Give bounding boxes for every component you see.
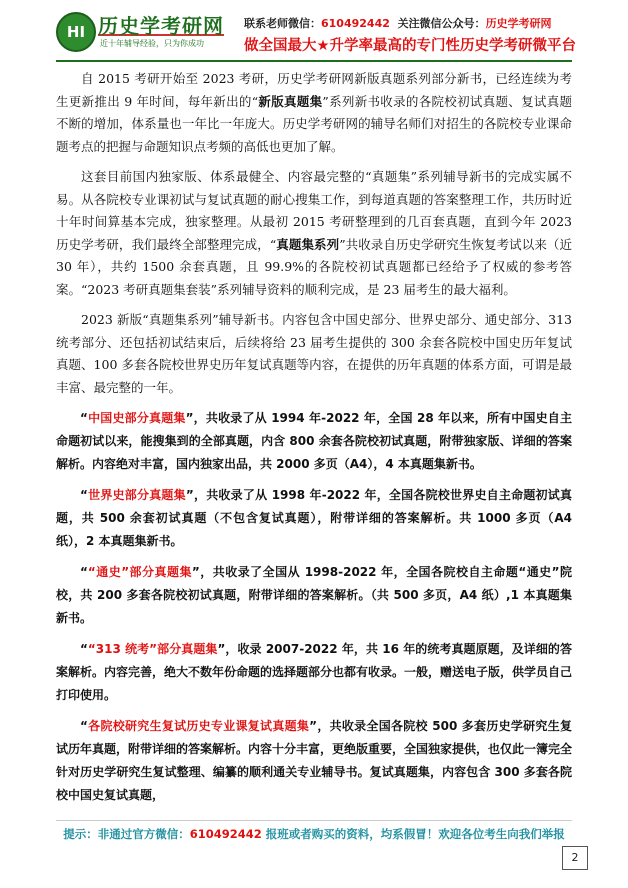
follow-label: 关注微信公众号： xyxy=(397,17,486,30)
p4-quote: “ xyxy=(80,411,88,425)
paragraph-history xyxy=(56,166,572,301)
p6-quote: “ xyxy=(80,565,88,579)
p4-text: ”，共收录了从 1994 年-2022 年，全国 28 年以来，所有中国史自主命题初试以来，能搜集到的全部真题，内含 800 余套各院校初试真题，附带独家版、详细的答案解析。内容绝对丰富，国内独家出品，共 2000 多页（A4），4 本真题集新书。 xyxy=(56,411,572,471)
footer-note-b: 报班或者购买的资料，均系假冒！欢迎各位考生向我们举报 xyxy=(261,827,565,841)
document-body xyxy=(56,68,572,815)
p2-text-c: ”共收录自历史学研究生恢复考试以来（近 30 年），共约 1500 余套真题，且 99.9%的各院校初试真题都已经给予了权威的参考答案。“2023 考研真题集套装”系列辅导资料的顺利完成，是 23 届考生的最大福利。 xyxy=(56,236,572,297)
p2-text-a: 这套目前国内独家版、体系最健全、内容最完整的“真题集”系列辅导新书的完成实属不易。从各院校专业课初试与复试真题的耐心搜集工作，到每道真题的答案整理工作，共历时近十年时间算基本完成，独家整理。从最初 2015 考研整理到的几百套真题，直到今年 2023 历史学考研，我们最终全部整理完成，“ xyxy=(56,169,572,252)
p1-text-a: 自 2015 考研开始至 2023 考研，历史学考研网新版真题系列部分新书，已经连续为考生更新推出 9 年时间，每年新出的“ xyxy=(56,71,572,109)
header-slogan: 做全国最大★升学率最高的专门性历史学考研微平台 xyxy=(244,38,576,54)
contact-wechat: 610492442 xyxy=(321,17,390,30)
page-header xyxy=(0,0,628,62)
footer-note-a: 提示：非通过官方微信： xyxy=(63,827,190,841)
page-number: 2 xyxy=(562,846,588,870)
paragraph-general-history xyxy=(56,561,572,630)
footer-warning xyxy=(56,826,572,842)
p8-text: ”，共收录全国各院校 500 多套历史学研究生复试历年真题，附带详细的答案解析。内容十分丰富，更绝版重要，全国独家提供，也仅此一簿完全针对历史学研究生复试整理、编纂的顺利通关专业辅导书。复试真题集，内容包含 300 多套各院校中国史复试真题， xyxy=(56,719,573,802)
p7-quote: “ xyxy=(80,642,88,656)
logo-glyph: HI xyxy=(66,22,86,41)
p6-text: ”，共收录了全国从 1998-2022 年，全国各院校自主命题“通史”院校，共 200 多套各院校初试真题，附带详细的答案解析。（共 500 多页，A4 纸）,1 本真题集新书。 xyxy=(56,565,572,625)
p6-title: “通史”部分真题集 xyxy=(87,565,192,579)
p1-highlight: 新版真题集 xyxy=(258,93,323,109)
follow-account: 历史学考研网 xyxy=(485,17,552,30)
paragraph-313-exam xyxy=(56,638,572,707)
p5-text: ”，共收录了从 1998 年-2022 年，全国各院校世界史自主命题初试真题，共 500 余套初试真题（不包含复试真题），附带详细的答案解析。共 1000 多页（A4 纸），2 本真题集新书。 xyxy=(56,488,572,548)
footer-wechat: 610492442 xyxy=(189,827,262,841)
header-divider xyxy=(56,60,572,62)
paragraph-chinese-history xyxy=(56,407,572,476)
p1-text-c: ”系列新书收录的各院校初试真题、复试真题不断的增加，体系量也一年比一年庞大。历史学考研网的辅导名师们对招生的各院校专业课命题考点的把握与命题知识点考频的高低也更加了解。 xyxy=(56,93,572,154)
contact-line xyxy=(244,15,552,31)
p2-highlight: 真题集系列 xyxy=(276,236,340,252)
p7-title: “313 统考”部分真题集 xyxy=(87,642,218,656)
p5-title: 世界史部分真题集 xyxy=(87,488,186,502)
brand-subtitle: 近十年辅导经验，只为你成功 xyxy=(100,39,204,48)
p7-text: ”，收录 2007-2022 年，共 16 年的统考真题原题，及详细的答案解析。内容完善，绝大不数年份命题的选择题部分也都有收录。一般，赠送电子版，供学员自己打印使用。 xyxy=(56,642,573,702)
paragraph-world-history xyxy=(56,484,572,553)
paragraph-retest xyxy=(56,715,572,807)
brand-name: 历史学考研网 xyxy=(98,14,224,38)
paragraph-intro xyxy=(56,68,572,158)
p8-title: 各院校研究生复试历史专业课复试真题集 xyxy=(87,719,310,733)
p4-title: 中国史部分真题集 xyxy=(87,411,186,425)
contact-label: 联系老师微信： xyxy=(244,17,321,30)
p5-quote: “ xyxy=(80,488,88,502)
paragraph-contents: 2023 新版“真题集系列”辅导新书。内容包含中国史部分、世界史部分、通史部分、313 统考部分、还包括初试结束后，后续将给 23 届考生提供的 300 余套各院校中国史历年复试真题、100 多套各院校世界史历年复试真题等内容，在提供的历年真题的体系方面，可谓是最丰富、最完整的一年。 xyxy=(56,312,572,395)
footer-divider xyxy=(56,820,572,821)
p8-quote: “ xyxy=(80,719,88,733)
brand-logo-icon xyxy=(56,12,96,52)
